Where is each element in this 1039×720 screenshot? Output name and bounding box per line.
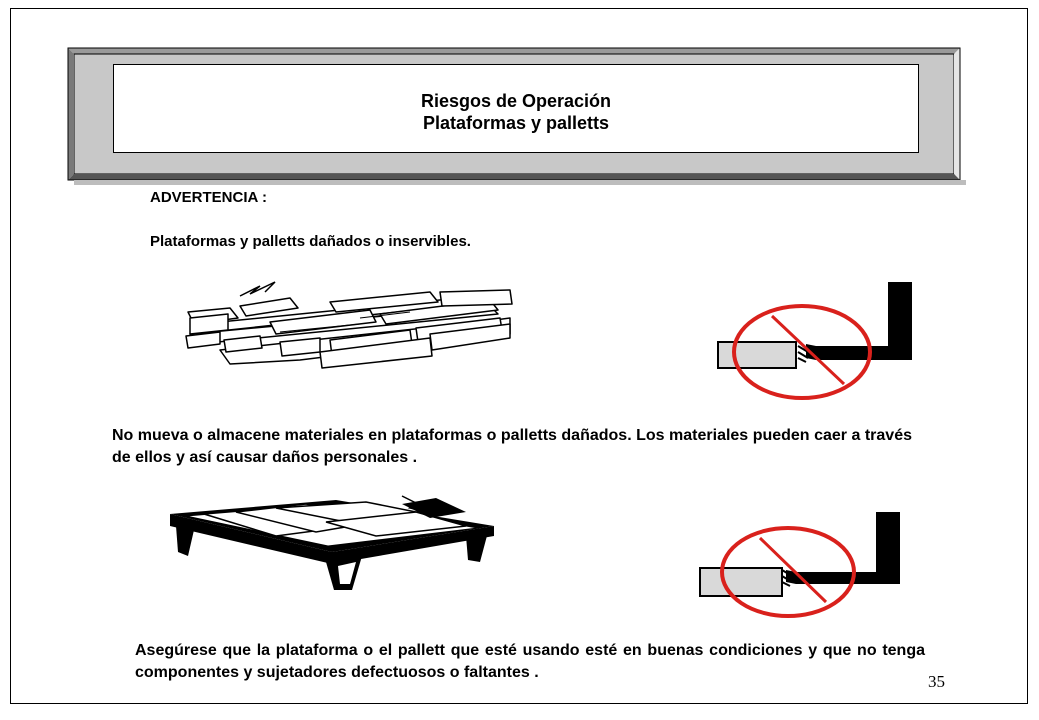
broken-wooden-pallet-icon (180, 272, 520, 382)
warning-subtitle: Plataformas y palletts dañados o inservibles. (150, 233, 471, 250)
page-subtitle: Plataformas y palletts (422, 112, 610, 133)
title-box (113, 64, 919, 153)
damaged-metal-platform-icon (166, 490, 506, 600)
no-forklift-prohibition-icon (716, 280, 916, 410)
warning-label: ADVERTENCIA : (150, 189, 267, 206)
page-number: 35 (928, 672, 945, 691)
warning-paragraph-2: Asegúrese que la plataforma o el pallett que esté usando esté en buenas condiciones y que no tenga componentes y sujetadores defectuosos o faltantes . (135, 642, 925, 681)
warning-paragraph-1: No mueva o almacene materiales en plataformas o palletts dañados. Los materiales pueden caer a través de ellos y así causar daños personales . (112, 427, 912, 466)
page-title: Riesgos de Operación (420, 90, 612, 111)
no-forklift-prohibition-icon-2 (698, 510, 918, 610)
